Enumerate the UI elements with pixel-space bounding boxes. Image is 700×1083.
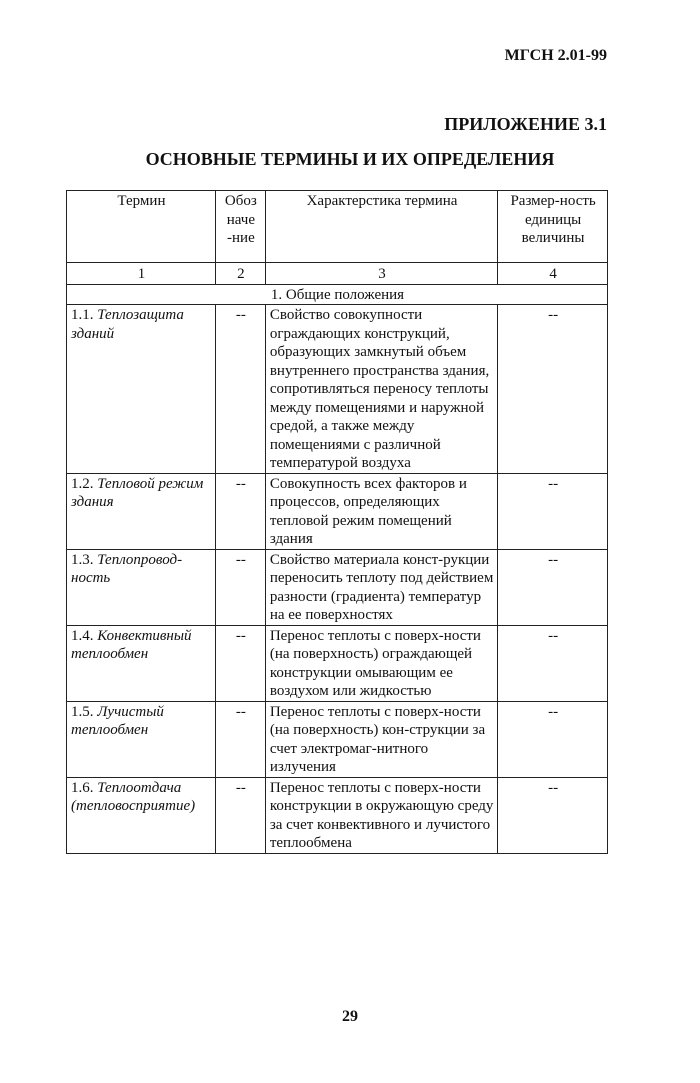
definition-cell: Свойство материала конст-рукции переносить теплоту под действием разности (градиента) температур на ее поверхностях <box>265 549 497 625</box>
table-row <box>67 701 608 777</box>
column-number: 4 <box>498 263 608 285</box>
page-number: 29 <box>342 1008 358 1025</box>
table-header-row <box>67 191 608 263</box>
term-number: 1.6. <box>71 779 94 796</box>
appendix-label: ПРИЛОЖЕНИЕ 3.1 <box>444 114 607 134</box>
page-title: ОСНОВНЫЕ ТЕРМИНЫ И ИХ ОПРЕДЕЛЕНИЯ <box>145 149 555 169</box>
table-row <box>67 473 608 549</box>
symbol-cell: -- <box>215 473 265 549</box>
column-header-term: Термин <box>67 191 216 263</box>
unit-cell: -- <box>498 473 608 549</box>
term-number: 1.1. <box>71 307 94 323</box>
symbol-cell: -- <box>215 777 265 853</box>
term-name: Лучистый теплообмен <box>71 703 164 738</box>
unit-cell: -- <box>498 777 608 853</box>
term-cell <box>67 549 216 625</box>
section-row <box>67 285 608 305</box>
unit-cell: -- <box>498 549 608 625</box>
definition-cell: Совокупность всех факторов и процессов, определяющих тепловой режим помещений здания <box>265 473 497 549</box>
term-cell <box>67 777 216 853</box>
unit-cell: -- <box>498 701 608 777</box>
term-cell <box>67 473 216 549</box>
definition-cell: Свойство совокупности ограждающих конструкций, образующих замкнутый объем внутреннего пространства здания, сопротивляться переносу теплоты между помещениями и наружной средой, а также между помещениями с различной температурой воздуха <box>265 305 497 474</box>
section-title: 1. Общие положения <box>67 285 608 305</box>
terms-table <box>66 190 608 854</box>
term-cell <box>67 625 216 701</box>
column-header-unit: Размер-ность единицы величины <box>498 191 608 263</box>
definition-cell: Перенос теплоты с поверх-ности (на поверхность) кон-струкции за счет электромаг-нитного излучения <box>265 701 497 777</box>
term-cell <box>67 701 216 777</box>
column-number-row <box>67 263 608 285</box>
column-number: 1 <box>67 263 216 285</box>
term-cell <box>67 305 216 474</box>
table-row <box>67 549 608 625</box>
unit-cell: -- <box>498 305 608 474</box>
table-row <box>67 305 608 474</box>
symbol-cell: -- <box>215 701 265 777</box>
document-code: МГСН 2.01-99 <box>504 47 607 64</box>
column-number: 3 <box>265 263 497 285</box>
term-name: Теплозащита зданий <box>71 307 184 342</box>
term-name: Конвективный теплообмен <box>71 627 192 662</box>
unit-cell: -- <box>498 625 608 701</box>
column-number: 2 <box>215 263 265 285</box>
term-number: 1.4. <box>71 627 94 644</box>
term-name: Теплоотдача (тепловосприятие) <box>71 779 196 814</box>
term-number: 1.3. <box>71 551 94 568</box>
symbol-cell: -- <box>215 305 265 474</box>
symbol-cell: -- <box>215 625 265 701</box>
column-header-definition: Характерстика термина <box>265 191 497 263</box>
column-header-symbol: Обоз наче -ние <box>215 191 265 263</box>
term-name: Тепловой режим здания <box>71 475 204 510</box>
symbol-cell: -- <box>215 549 265 625</box>
definition-cell: Перенос теплоты с поверх-ности (на поверхность) ограждающей конструкции омывающим ее воздухом или жидкостью <box>265 625 497 701</box>
table-row <box>67 625 608 701</box>
term-number: 1.5. <box>71 703 94 720</box>
table-row <box>67 777 608 853</box>
term-number: 1.2. <box>71 475 94 492</box>
term-name: Теплопровод-ность <box>71 551 183 586</box>
definition-cell: Перенос теплоты с поверх-ности конструкции в окружающую среду за счет конвективного и лучистого теплообмена <box>265 777 497 853</box>
